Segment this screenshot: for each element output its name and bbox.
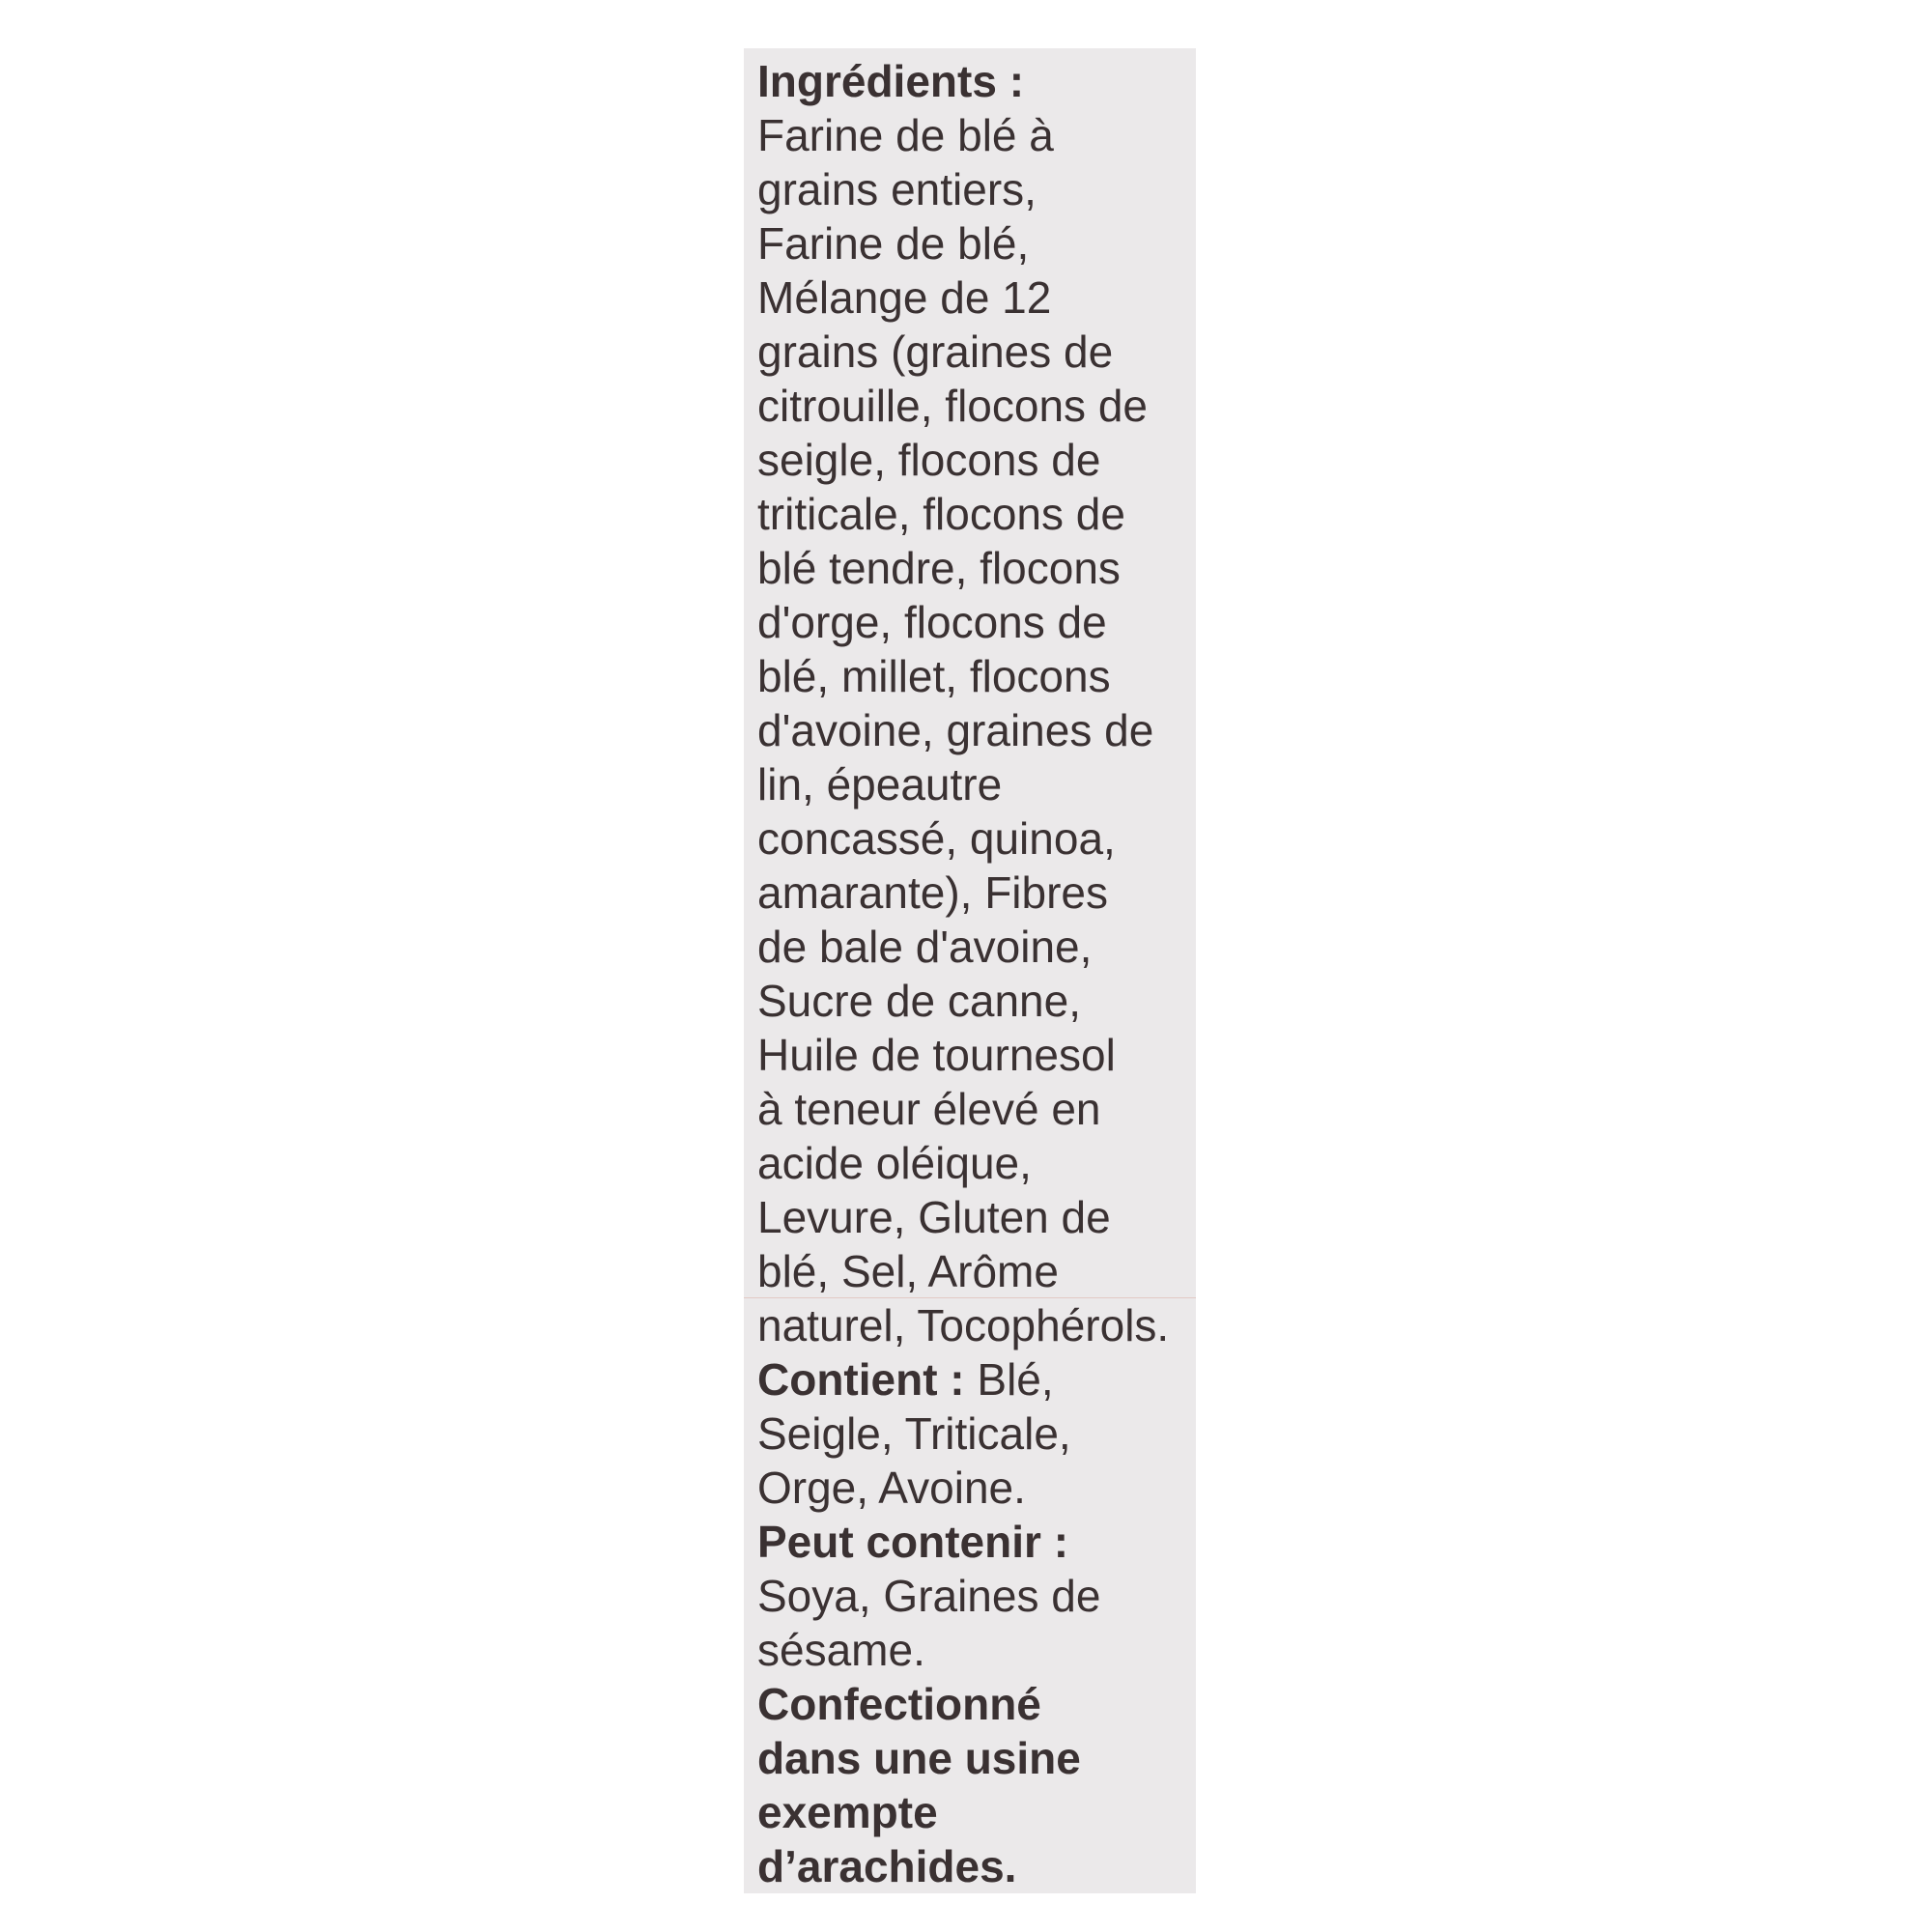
label-line: Soya, Graines de bbox=[757, 1571, 1101, 1621]
label-line: Mélange de 12 bbox=[757, 272, 1052, 323]
label-line: blé tendre, flocons bbox=[757, 543, 1121, 593]
label-line: exempte bbox=[757, 1787, 938, 1837]
label-line: Sucre de canne, bbox=[757, 976, 1082, 1026]
label-line bbox=[757, 54, 1202, 108]
label-line: Contient : Blé, bbox=[757, 1354, 1054, 1405]
ingredients-text-block bbox=[757, 54, 1202, 1893]
label-line: d’arachides. bbox=[757, 1841, 1017, 1891]
label-line: blé, Sel, Arôme bbox=[757, 1246, 1059, 1296]
heading-ingredients: Ingrédients : bbox=[757, 56, 1025, 106]
label-line: d'avoine, graines de bbox=[757, 705, 1154, 755]
label-line: acide oléique, bbox=[757, 1138, 1032, 1188]
label-line: Seigle, Triticale, bbox=[757, 1408, 1071, 1459]
label-line: Orge, Avoine. bbox=[757, 1463, 1026, 1513]
label-line: Huile de tournesol bbox=[757, 1030, 1116, 1080]
label-line: Farine de blé à bbox=[757, 110, 1054, 160]
label-line: naturel, Tocophérols. bbox=[757, 1300, 1170, 1350]
heading-contient: Contient : bbox=[757, 1354, 965, 1405]
label-line: grains (graines de bbox=[757, 327, 1114, 377]
label-line: grains entiers, bbox=[757, 164, 1037, 214]
label-line: amarante), Fibres bbox=[757, 867, 1109, 918]
label-line: sésame. bbox=[757, 1625, 925, 1675]
label-line bbox=[757, 1515, 1202, 1569]
heading-peut-contenir: Peut contenir : bbox=[757, 1517, 1069, 1567]
label-line: lin, épeautre bbox=[757, 759, 1003, 810]
label-line: dans une usine bbox=[757, 1733, 1081, 1783]
label-line: seigle, flocons de bbox=[757, 435, 1101, 485]
label-line bbox=[757, 1677, 1202, 1731]
label-line: Levure, Gluten de bbox=[757, 1192, 1111, 1242]
label-line: Farine de blé, bbox=[757, 218, 1030, 269]
label-line: de bale d'avoine, bbox=[757, 922, 1093, 972]
label-line: blé, millet, flocons bbox=[757, 651, 1111, 701]
label-line: concassé, quinoa, bbox=[757, 813, 1116, 864]
label-line: triticale, flocons de bbox=[757, 489, 1125, 539]
label-line: à teneur élevé en bbox=[757, 1084, 1101, 1134]
label-line: citrouille, flocons de bbox=[757, 381, 1148, 431]
ingredients-label-panel bbox=[744, 48, 1196, 1893]
peanut-free-statement: Confectionné bbox=[757, 1679, 1041, 1729]
label-line: d'orge, flocons de bbox=[757, 597, 1107, 647]
